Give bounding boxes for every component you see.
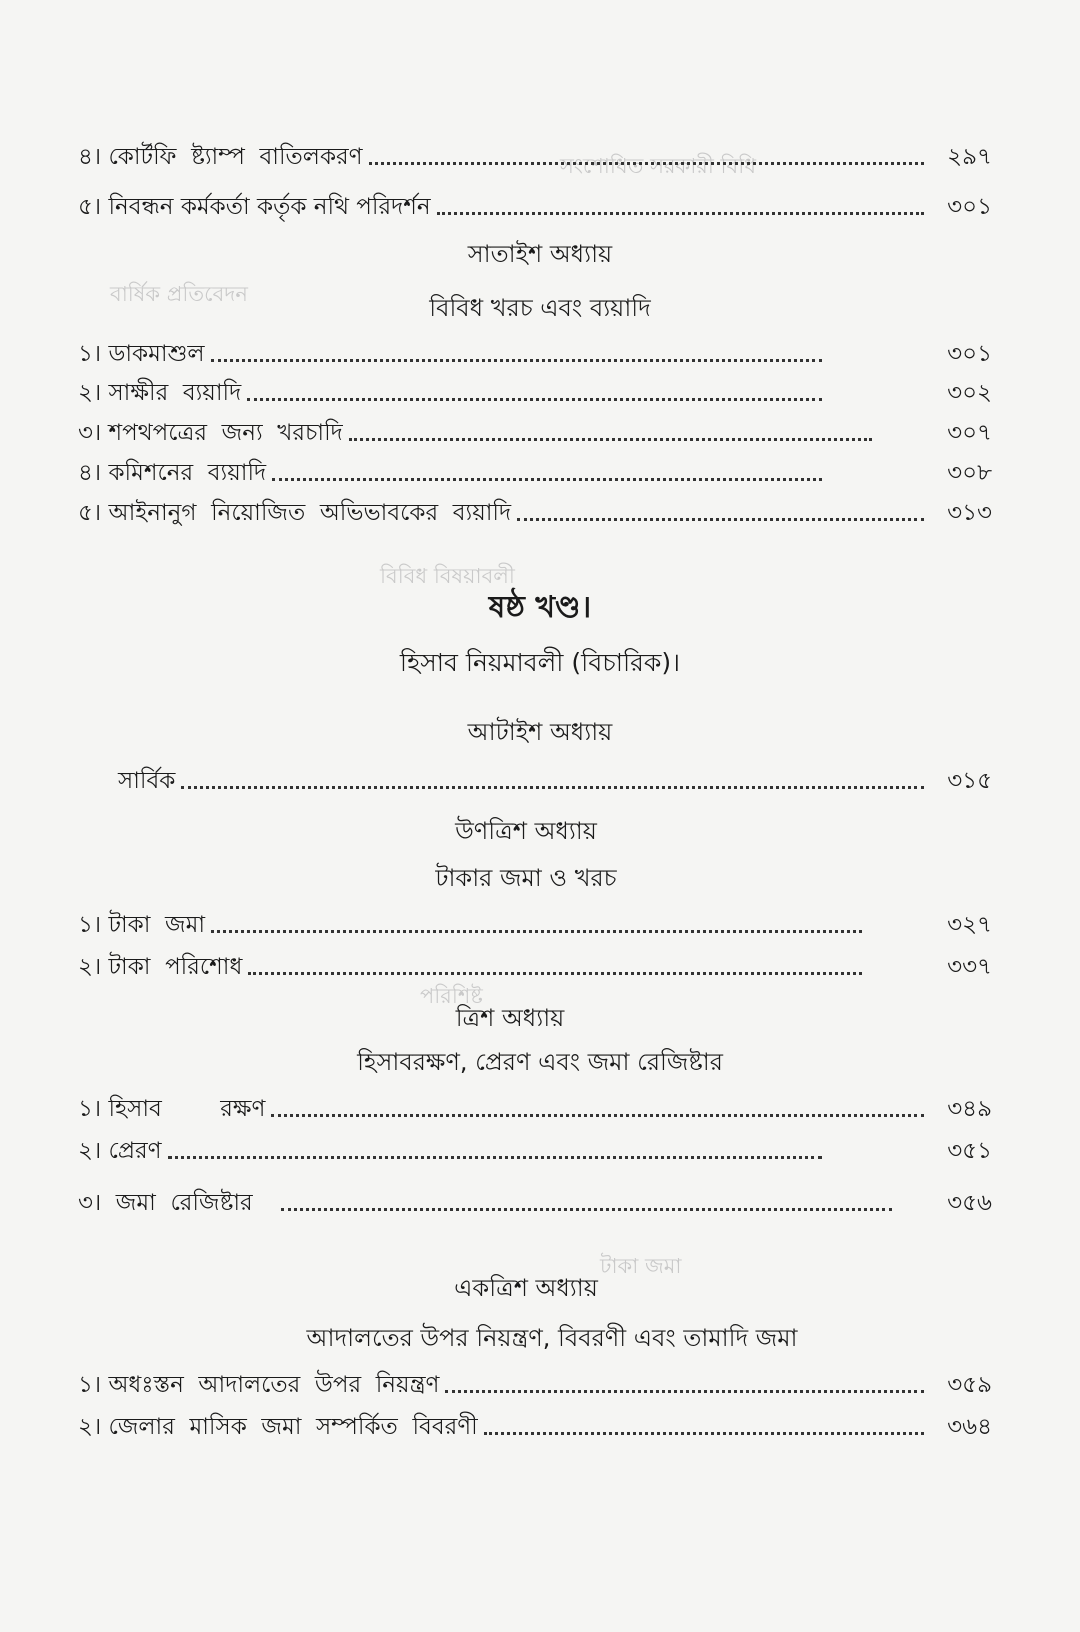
dot-leader	[281, 1208, 892, 1211]
chapter-title: সাতাইশ অধ্যায়	[467, 240, 613, 268]
chapter-title: একত্রিশ অধ্যায়	[454, 1274, 598, 1302]
dot-leader	[517, 518, 924, 521]
entry-page-number: ৩৫১	[947, 1138, 992, 1164]
toc-entry	[78, 374, 992, 408]
toc-entry	[78, 1184, 992, 1218]
dot-leader	[248, 972, 862, 975]
entry-label: ৩। জমা রেজিষ্টার	[78, 1190, 253, 1216]
part-title: ষষ্ঠ খণ্ড।	[488, 590, 592, 625]
entry-page-number: ৩১৩	[947, 500, 992, 526]
entry-label: ২। সাক্ষীর ব্যয়াদি	[78, 380, 242, 406]
bleed-through-text: টাকা জমা	[600, 1254, 682, 1278]
entry-label: ২। প্রেরণ	[78, 1138, 162, 1164]
dot-leader	[181, 786, 924, 789]
dot-leader	[168, 1156, 822, 1159]
entry-label: সার্বিক	[118, 768, 176, 794]
toc-entry	[78, 138, 992, 172]
dot-leader	[211, 359, 822, 362]
entry-page-number: ৩১৫	[947, 768, 992, 794]
chapter-subtitle: টাকার জমা ও খরচ	[435, 864, 617, 892]
entry-page-number: ২৯৭	[947, 144, 992, 170]
dot-leader	[437, 212, 924, 215]
part-subtitle: হিসাব নিয়মাবলী (বিচারিক)।	[399, 648, 681, 677]
entry-page-number: ৩৬৪	[947, 1414, 992, 1440]
dot-leader	[247, 398, 822, 401]
entry-page-number: ৩৩৭	[947, 954, 992, 980]
toc-entry	[78, 188, 992, 222]
bleed-through-text: বার্ষিক প্রতিবেদন	[110, 282, 248, 306]
entry-label: ১। টাকা জমা	[78, 912, 206, 938]
chapter-title: উণত্রিশ অধ্যায়	[455, 817, 597, 845]
entry-label: ১। হিসাব রক্ষণ	[78, 1096, 266, 1122]
dot-leader	[349, 438, 872, 441]
entry-label: ৩। শপথপত্রের জন্য খরচাদি	[78, 420, 343, 446]
bleed-through-text: পরিশিষ্ট	[420, 984, 483, 1008]
chapter-subtitle: হিসাবরক্ষণ, প্রেরণ এবং জমা রেজিষ্টার	[357, 1048, 723, 1076]
entry-label: ৫। আইনানুগ নিয়োজিত অভিভাবকের ব্যয়াদি	[78, 500, 512, 526]
entry-page-number: ৩৫৬	[947, 1190, 992, 1216]
entry-page-number: ৩০১	[947, 341, 992, 367]
toc-entry	[78, 1090, 992, 1124]
entry-page-number: ৩০৭	[947, 420, 992, 446]
dot-leader	[445, 1390, 924, 1393]
entry-page-number: ৩৪৯	[947, 1096, 992, 1122]
toc-entry	[118, 762, 992, 796]
entry-label: ৫। নিবন্ধন কর্মকর্তা কর্তৃক নথি পরিদর্শন	[78, 194, 431, 220]
bleed-through-text: সংশোধিত সরকারী বিধি	[560, 154, 756, 178]
entry-page-number: ৩০২	[947, 380, 992, 406]
dot-leader	[271, 1114, 924, 1117]
toc-entry	[78, 335, 992, 369]
entry-label: ২। টাকা পরিশোধ	[78, 954, 243, 980]
entry-label: ৪। কোর্টফি ষ্ট্যাম্প বাতিলকরণ	[78, 144, 363, 170]
toc-entry	[78, 906, 992, 940]
bleed-through-text: বিবিধ বিষয়াবলী	[380, 564, 515, 588]
chapter-title: ত্রিশ অধ্যায়	[455, 1004, 565, 1032]
entry-label: ১। ডাকমাশুল	[78, 341, 205, 367]
dot-leader	[272, 478, 822, 481]
entry-label: ১। অধঃস্তন আদালতের উপর নিয়ন্ত্রণ	[78, 1372, 440, 1398]
toc-entry	[78, 948, 992, 982]
toc-entry	[78, 414, 992, 448]
entry-page-number: ৩০১	[947, 194, 992, 220]
entry-page-number: ৩০৮	[947, 460, 992, 486]
entry-label: ৪। কমিশনের ব্যয়াদি	[78, 460, 267, 486]
toc-entry	[78, 1366, 992, 1400]
toc-entry	[78, 494, 992, 528]
toc-entry	[78, 454, 992, 488]
chapter-subtitle: আদালতের উপর নিয়ন্ত্রণ, বিবরণী এবং তামাদি জমা	[306, 1324, 798, 1352]
entry-label: ২। জেলার মাসিক জমা সম্পর্কিত বিবরণী	[78, 1414, 478, 1440]
dot-leader	[211, 930, 862, 933]
chapter-subtitle: বিবিধ খরচ এবং ব্যয়াদি	[429, 294, 651, 322]
dot-leader	[369, 162, 924, 165]
entry-page-number: ৩২৭	[947, 912, 992, 938]
toc-entry	[78, 1408, 992, 1442]
toc-entry	[78, 1132, 992, 1166]
chapter-title: আটাইশ অধ্যায়	[467, 718, 613, 746]
entry-page-number: ৩৫৯	[947, 1372, 992, 1398]
dot-leader	[484, 1432, 924, 1435]
